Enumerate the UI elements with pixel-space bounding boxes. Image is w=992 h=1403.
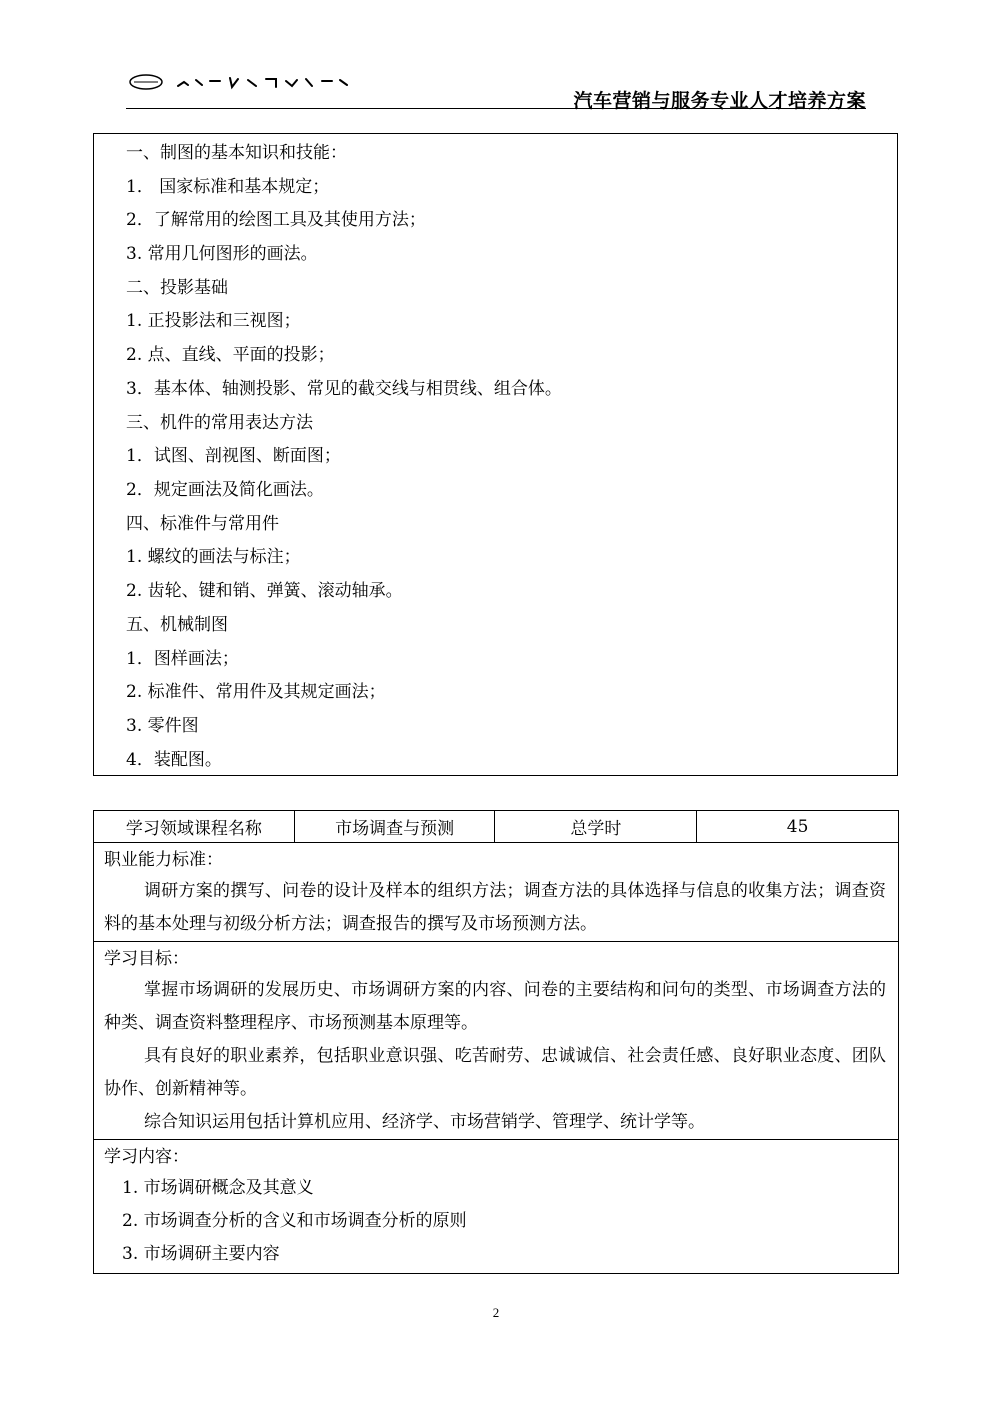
course-table bbox=[93, 810, 899, 1274]
content-line: 2. 标准件、常用件及其规定画法； bbox=[126, 682, 386, 702]
content-line: 四、标准件与常用件 bbox=[126, 514, 279, 534]
course-name: 市场调查与预测 bbox=[294, 811, 495, 843]
page-number: 2 bbox=[492, 1305, 500, 1320]
content-line: 4．装配图。 bbox=[126, 750, 222, 770]
content-line: 2. 齿轮、键和销、弹簧、滚动轴承。 bbox=[126, 581, 403, 601]
goals-row bbox=[94, 942, 899, 1140]
school-logo-icon bbox=[126, 72, 366, 94]
content-line: 3. 常用几何图形的画法。 bbox=[126, 244, 318, 264]
course-name-label: 学习领域课程名称 bbox=[94, 811, 295, 843]
content-line: 一、制图的基本知识和技能： bbox=[126, 143, 347, 163]
goals-label: 学习目标： bbox=[104, 949, 189, 969]
standard-text: 调研方案的撰写、问卷的设计及样本的组织方法；调查方法的具体选择与信息的收集方法；调查资料的基本处理与初级分析方法；调查报告的撰写及市场预测方法。 bbox=[104, 881, 886, 934]
goals-paragraph: 具有良好的职业素养，包括职业意识强、吃苦耐劳、忠诚诚信、社会责任感、良好职业态度、团队协作、创新精神等。 bbox=[104, 1046, 886, 1099]
content-line: 3. 零件图 bbox=[126, 716, 199, 736]
header-rule bbox=[126, 108, 866, 109]
page-header bbox=[126, 70, 866, 112]
content-item: 3. 市场调研主要内容 bbox=[122, 1244, 280, 1264]
content-line: 二、投影基础 bbox=[126, 278, 228, 298]
header-title: 汽车营销与服务专业人才培养方案 bbox=[573, 90, 866, 112]
standard-row bbox=[94, 843, 899, 942]
standard-label: 职业能力标准： bbox=[104, 850, 223, 870]
content-row bbox=[94, 1140, 899, 1274]
content-line: 3．基本体、轴测投影、常见的截交线与相贯线、组合体。 bbox=[126, 379, 562, 399]
content-line: 1．图样画法； bbox=[126, 649, 239, 669]
content-line: 三、机件的常用表达方法 bbox=[126, 413, 313, 433]
goals-paragraph: 掌握市场调研的发展历史、市场调研方案的内容、问卷的主要结构和问句的类型、市场调查方法的种类、调查资料整理程序、市场预测基本原理等。 bbox=[104, 980, 886, 1033]
content-line: 2. 点、直线、平面的投影； bbox=[126, 345, 335, 365]
content-line: 1．试图、剖视图、断面图； bbox=[126, 446, 341, 466]
content-item: 2. 市场调查分析的含义和市场调查分析的原则 bbox=[122, 1211, 467, 1231]
content-item: 1. 市场调研概念及其意义 bbox=[122, 1178, 314, 1198]
content-line: 2．了解常用的绘图工具及其使用方法； bbox=[126, 210, 426, 230]
content-line: 1. 螺纹的画法与标注； bbox=[126, 547, 301, 567]
content-line: 1. 正投影法和三视图； bbox=[126, 311, 301, 331]
drawing-content-box bbox=[93, 133, 898, 776]
content-label: 学习内容： bbox=[104, 1147, 189, 1167]
goals-paragraph: 综合知识运用包括计算机应用、经济学、市场营销学、管理学、统计学等。 bbox=[144, 1112, 705, 1132]
course-header-row bbox=[94, 811, 899, 843]
total-hours: 45 bbox=[697, 811, 899, 843]
content-line: 1． 国家标准和基本规定； bbox=[126, 177, 330, 197]
content-line: 五、机械制图 bbox=[126, 615, 228, 635]
content-line: 2．规定画法及简化画法。 bbox=[126, 480, 324, 500]
total-hours-label: 总学时 bbox=[495, 811, 697, 843]
